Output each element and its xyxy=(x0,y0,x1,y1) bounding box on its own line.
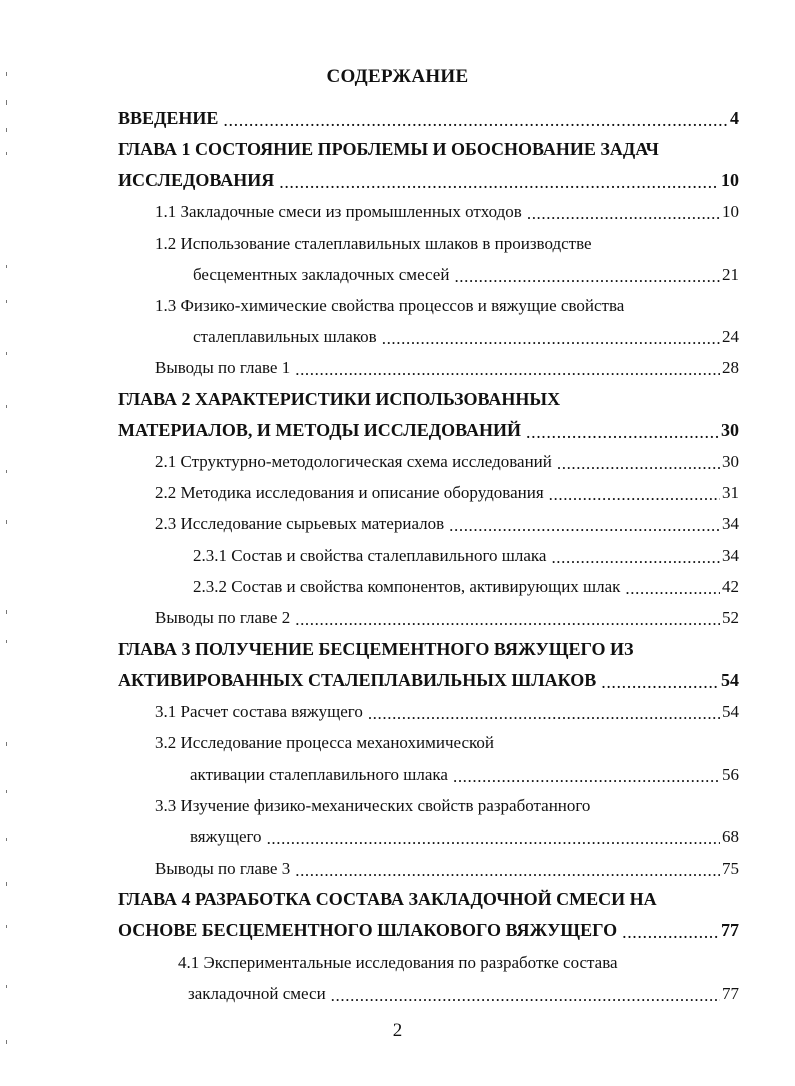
page-title: СОДЕРЖАНИЕ xyxy=(326,66,469,87)
toc-entry xyxy=(155,853,739,879)
toc-entry-text: МАТЕРИАЛОВ, И МЕТОДЫ ИССЛЕДОВАНИЙ xyxy=(118,420,521,440)
toc-entry xyxy=(118,165,739,191)
toc-entry xyxy=(118,915,739,941)
toc-entry-page: 10 xyxy=(722,202,739,221)
toc-entry-text: ГЛАВА 3 ПОЛУЧЕНИЕ БЕСЦЕМЕНТНОГО ВЯЖУЩЕГО ИЗ xyxy=(118,639,634,659)
toc-entry-page: 54 xyxy=(721,670,739,690)
dot-leader xyxy=(368,700,720,722)
toc-entry-text: ОСНОВЕ БЕСЦЕМЕНТНОГО ШЛАКОВОГО ВЯЖУЩЕГО xyxy=(118,920,618,940)
toc-entry-page: 56 xyxy=(722,765,739,784)
toc-entry xyxy=(118,884,739,910)
scan-speck xyxy=(6,520,7,524)
toc-entry-text: 3.3 Изучение физико-механических свойств разработанного xyxy=(155,796,591,815)
toc-entry-page: 10 xyxy=(721,170,739,190)
toc-entry xyxy=(155,696,739,722)
toc-entry xyxy=(155,477,739,503)
page-number: 2 xyxy=(392,1020,403,1041)
toc-entry xyxy=(188,978,739,1004)
dot-leader xyxy=(267,825,720,847)
scan-speck xyxy=(6,72,7,76)
toc-entry-page: 68 xyxy=(722,827,739,846)
toc-entry-text: 2.3 Исследование сырьевых материалов xyxy=(155,514,445,533)
scan-speck xyxy=(6,882,7,886)
toc-entry-page: 30 xyxy=(722,452,739,471)
scan-speck xyxy=(6,152,7,155)
scan-speck xyxy=(6,742,7,746)
toc-entry-page: 52 xyxy=(722,608,739,627)
toc-entry-text: 3.2 Исследование процесса механохимической xyxy=(155,733,495,752)
toc-entry-page: 54 xyxy=(722,702,739,721)
toc-entry-text: активации сталеплавильного шлака xyxy=(190,765,448,784)
scan-speck xyxy=(6,985,7,988)
scan-speck xyxy=(6,838,7,841)
toc-entry-text: ГЛАВА 4 РАЗРАБОТКА СОСТАВА ЗАКЛАДОЧНОЙ СМЕСИ НА xyxy=(118,889,657,909)
toc-entry-page: 28 xyxy=(722,358,739,377)
toc-entry xyxy=(193,259,739,285)
toc-entry-text: ИССЛЕДОВАНИЯ xyxy=(118,170,275,190)
toc-entry-text: бесцементных закладочных смесей xyxy=(193,265,450,284)
scan-speck xyxy=(6,300,7,303)
dot-leader xyxy=(601,669,719,691)
toc-entry xyxy=(155,196,739,222)
toc-entry-page: 21 xyxy=(722,265,739,284)
toc-entry-text: 2.2 Методика исследования и описание оборудования xyxy=(155,483,544,502)
toc-entry-page: 77 xyxy=(722,984,739,1003)
toc-entry-text: сталеплавильных шлаков xyxy=(193,327,377,346)
toc-entry xyxy=(155,290,739,316)
toc-entry-page: 31 xyxy=(722,483,739,502)
scan-speck xyxy=(6,470,7,473)
toc-entry-text: ГЛАВА 2 ХАРАКТЕРИСТИКИ ИСПОЛЬЗОВАННЫХ xyxy=(118,389,561,409)
toc-entry-text: 2.1 Структурно-методологическая схема исследований xyxy=(155,452,552,471)
dot-leader xyxy=(295,857,720,879)
scan-speck xyxy=(6,265,7,268)
toc-entry xyxy=(118,384,739,410)
scan-speck xyxy=(6,128,7,132)
toc-entry xyxy=(155,352,739,378)
toc-entry-text: АКТИВИРОВАННЫХ СТАЛЕПЛАВИЛЬНЫХ ШЛАКОВ xyxy=(118,670,597,690)
scan-speck xyxy=(6,352,7,355)
dot-leader xyxy=(295,356,720,378)
toc-entry xyxy=(155,727,739,753)
scan-speck xyxy=(6,405,7,408)
toc-entry-text: 2.3.1 Состав и свойства сталеплавильного шлака xyxy=(193,546,547,565)
dot-leader xyxy=(295,606,720,628)
toc-entry xyxy=(190,759,739,785)
scan-speck xyxy=(6,610,7,614)
dot-leader xyxy=(557,450,720,472)
dot-leader xyxy=(625,575,720,597)
dot-leader xyxy=(622,919,719,941)
toc-entry-text: Выводы по главе 2 xyxy=(155,608,291,627)
toc-entry xyxy=(155,228,739,254)
dot-leader xyxy=(223,107,728,129)
toc-entry-text: ВВЕДЕНИЕ xyxy=(118,108,219,128)
toc-entry xyxy=(193,571,739,597)
dot-leader xyxy=(551,544,720,566)
toc-entry-page: 30 xyxy=(721,420,739,440)
toc-entry xyxy=(193,321,739,347)
toc-entry xyxy=(178,947,739,973)
scan-speck xyxy=(6,1040,7,1044)
toc-entry-text: 4.1 Экспериментальные исследования по разработке состава xyxy=(178,953,618,972)
dot-leader xyxy=(382,325,720,347)
toc-entry xyxy=(155,446,739,472)
toc-entry-page: 77 xyxy=(721,920,739,940)
dot-leader xyxy=(454,263,720,285)
toc-entry xyxy=(118,634,739,660)
toc-entry-text: Выводы по главе 1 xyxy=(155,358,291,377)
toc-entry xyxy=(118,103,739,129)
toc-entry xyxy=(190,821,739,847)
dot-leader xyxy=(449,512,720,534)
toc-entry-page: 34 xyxy=(722,514,739,533)
toc-entry-page: 24 xyxy=(722,327,739,346)
toc-entry-text: ГЛАВА 1 СОСТОЯНИЕ ПРОБЛЕМЫ И ОБОСНОВАНИЕ ЗАДАЧ xyxy=(118,139,659,159)
scan-speck xyxy=(6,790,7,793)
toc-entry-text: 3.1 Расчет состава вяжущего xyxy=(155,702,363,721)
toc-entry xyxy=(118,665,739,691)
toc-entry-text: Выводы по главе 3 xyxy=(155,859,291,878)
toc-entry-page: 34 xyxy=(722,546,739,565)
toc-entry xyxy=(155,602,739,628)
toc-entry xyxy=(118,134,739,160)
dot-leader xyxy=(331,982,720,1004)
dot-leader xyxy=(279,169,719,191)
toc-entry-page: 75 xyxy=(722,859,739,878)
toc-entry xyxy=(155,508,739,534)
toc-entry-page: 4 xyxy=(730,108,739,128)
dot-leader xyxy=(549,481,720,503)
scan-speck xyxy=(6,100,7,105)
scan-speck xyxy=(6,925,7,928)
toc-entry-page: 42 xyxy=(722,577,739,596)
dot-leader xyxy=(526,419,719,441)
toc-entry xyxy=(155,790,739,816)
dot-leader xyxy=(453,763,720,785)
toc-entry-text: вяжущего xyxy=(190,827,262,846)
dot-leader xyxy=(527,200,720,222)
toc-entry-text: закладочной смеси xyxy=(188,984,326,1003)
toc-entry-text: 1.3 Физико-химические свойства процессов и вяжущие свойства xyxy=(155,296,625,315)
scan-speck xyxy=(6,640,7,643)
toc-entry-text: 1.1 Закладочные смеси из промышленных отходов xyxy=(155,202,522,221)
toc-entry-text: 2.3.2 Состав и свойства компонентов, активирующих шлак xyxy=(193,577,621,596)
toc-entry-text: 1.2 Использование сталеплавильных шлаков в производстве xyxy=(155,234,592,253)
toc-entry xyxy=(118,415,739,441)
toc-entry xyxy=(193,540,739,566)
